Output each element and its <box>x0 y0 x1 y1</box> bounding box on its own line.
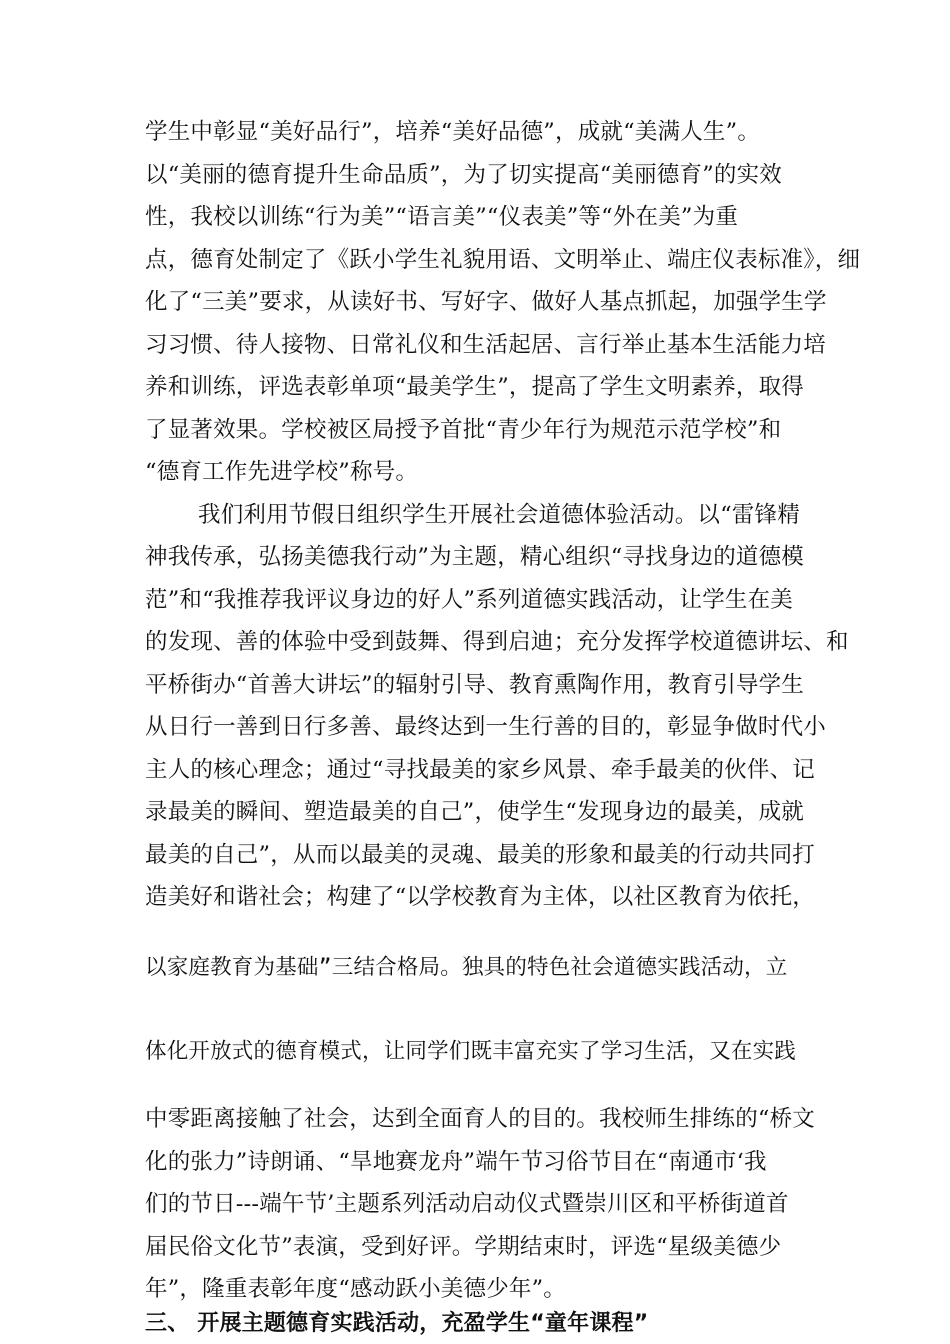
paragraph-line: 以家庭教育为基础”三结合格局。独具的特色社会道德实践活动，立 <box>145 955 788 980</box>
paragraph-line: 主人的核心理念；通过“寻找最美的家乡风景、牵手最美的伙伴、记 <box>145 757 816 783</box>
paragraph-line: 体化开放式的德育模式，让同学们既丰富充实了学习生活，又在实践 <box>145 1039 797 1064</box>
paragraph-line: 平桥街办“首善大讲坛”的辐射引导、教育熏陶作用，教育引导学生 <box>145 672 805 698</box>
paragraph-line: 神我传承，弘扬美德我行动”为主题，精心组织“寻找身边的道德模 <box>145 544 805 570</box>
paragraph-line: 以“美丽的德育提升生命品质”，为了切实提高“美丽德育”的实效 <box>145 162 783 188</box>
paragraph-line: 年”，隆重表彰年度“感动跃小美德少年”。 <box>145 1276 567 1302</box>
paragraph-line: 届民俗文化节”表演，受到好评。学期结束时，评选“星级美德少 <box>145 1234 782 1260</box>
paragraph-line: 录最美的瞬间、塑造最美的自己”，使学生“发现身边的最美，成就 <box>145 799 805 825</box>
paragraph-line: 们的节日---端午节’主题系列活动启动仪式暨崇川区和平桥街道首 <box>145 1191 789 1217</box>
paragraph-line: 化了“三美”要求，从读好书、写好字、做好人基点抓起，加强学生学 <box>145 289 827 315</box>
paragraph-line: 学生中彰显“美好品行”，培养“美好品德”，成就“美满人生”。 <box>145 119 761 145</box>
paragraph-line: 范”和“我推荐我评议身边的好人”系列道德实践活动，让学生在美 <box>145 587 794 613</box>
section-heading: 三、 开展主题德育实践活动，充盈学生“童年课程” <box>145 1311 649 1336</box>
paragraph-line: 的发现、善的体验中受到鼓舞、得到启迪；充分发挥学校道德讲坛、和 <box>145 629 849 655</box>
paragraph-line: 我们利用节假日组织学生开展社会道德体验活动。以“雷锋精 <box>198 502 800 528</box>
paragraph-line: 习习惯、待人接物、日常礼仪和生活起居、言行举止基本生活能力培 <box>145 332 827 358</box>
paragraph-line: 最美的自己”，从而以最美的灵魂、最美的形象和最美的行动共同打 <box>145 842 816 868</box>
paragraph-line: 从日行一善到日行多善、最终达到一生行善的目的，彰显争做时代小 <box>145 714 827 740</box>
paragraph-line: 了显著效果。学校被区局授予首批“青少年行为规范示范学校”和 <box>145 417 782 443</box>
paragraph-line: “德育工作先进学校”称号。 <box>145 459 419 485</box>
paragraph-line: 造美好和谐社会；构建了“以学校教育为主体，以社区教育为依托， <box>145 884 816 910</box>
paragraph-line: 性，我校以训练“行为美”“语言美”“仪表美”等“外在美”为重 <box>145 204 739 230</box>
paragraph-line: 点，德育处制定了《跃小学生礼貌用语、文明举止、端庄仪表标准》，细 <box>145 247 861 273</box>
paragraph-line: 中零距离接触了社会，达到全面育人的目的。我校师生排练的“桥文 <box>145 1106 816 1132</box>
paragraph-line: 化的张力”诗朗诵、“旱地赛龙舟”端午节习俗节目在“南通市‘我 <box>145 1149 767 1175</box>
paragraph-line: 养和训练，评选表彰单项“最美学生”，提高了学生文明素养，取得 <box>145 374 805 400</box>
